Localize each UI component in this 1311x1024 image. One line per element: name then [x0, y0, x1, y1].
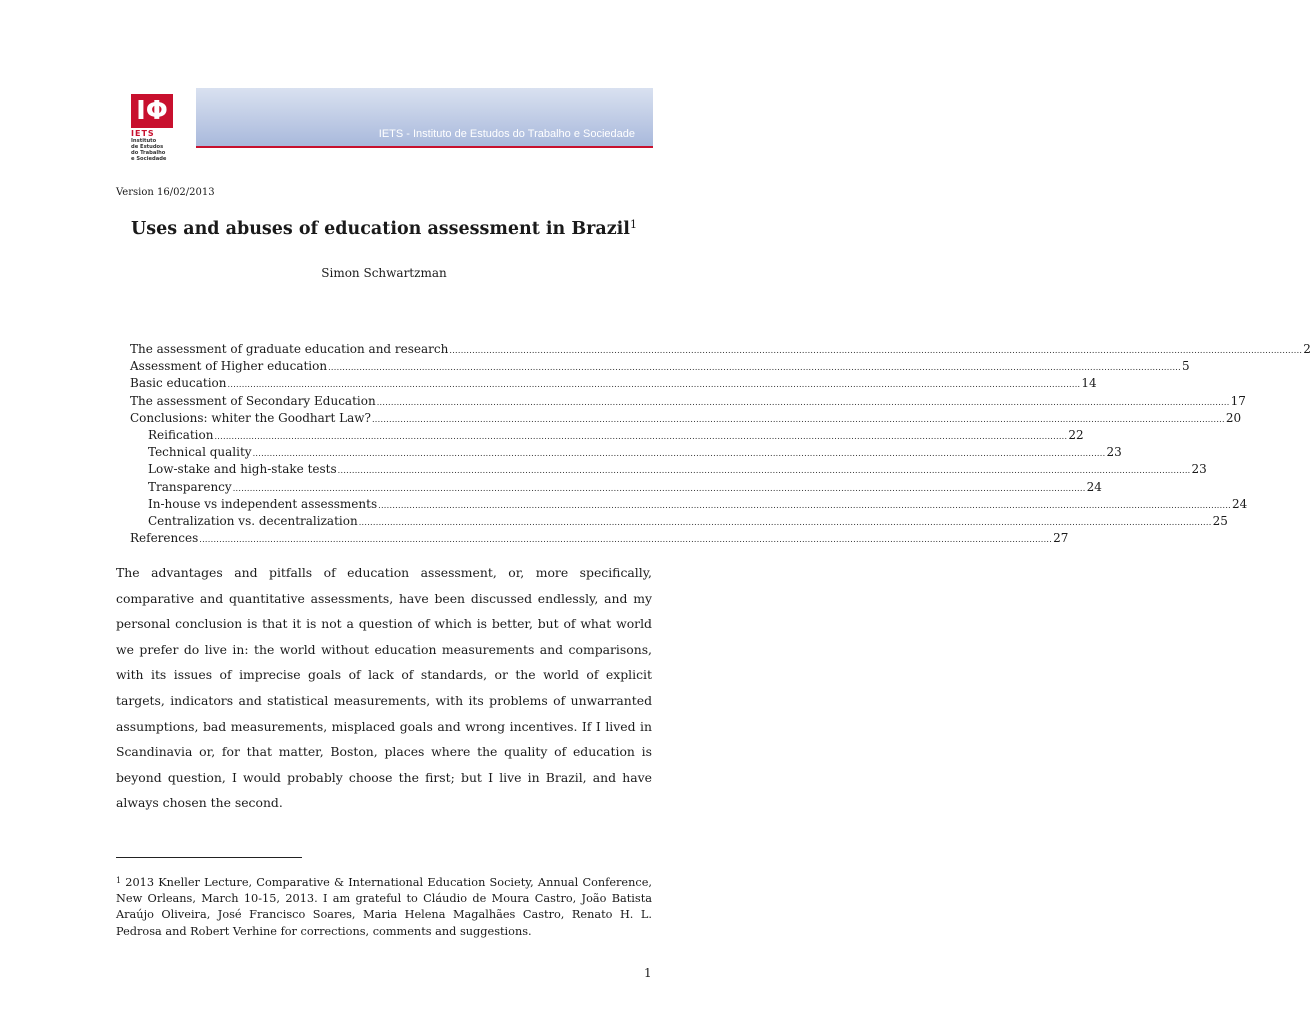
logo-institute-name: Instituto de Estudos do Trabalho e Sociedade [131, 138, 167, 162]
footnote-mark: 1 [116, 876, 122, 885]
toc-entry-title: The assessment of Secondary Education [130, 393, 376, 408]
toc-entry-page: 24 [1086, 479, 1102, 494]
toc-leader-dots: ............................................................................................................................................................................................................................................................................................................ [376, 397, 1230, 407]
toc-leader-dots: ............................................................................................................................................................................................................................................................................................................ [358, 517, 1212, 527]
toc-entry-title: Conclusions: whiter the Goodhart Law? [130, 410, 371, 425]
logo-mark [131, 94, 173, 128]
author: Simon Schwartzman [321, 266, 447, 280]
banner-text: IETS - Instituto de Estudos do Trabalho e Sociedade [378, 128, 635, 140]
toc-entry-title: References [130, 531, 199, 546]
title-footnote-mark: 1 [629, 218, 637, 231]
toc-entry-title: Technical quality [148, 445, 252, 460]
toc-entry-page: 24 [1232, 496, 1248, 511]
toc-leader-dots: ............................................................................................................................................................................................................................................................................................................ [227, 380, 1081, 390]
footnote-rule [116, 857, 302, 858]
toc-leader-dots: ............................................................................................................................................................................................................................................................................................................ [232, 483, 1086, 493]
toc-entry[interactable] [130, 530, 1069, 547]
toc-entry-page: 23 [1106, 445, 1122, 460]
toc-entry-page: 5 [1181, 359, 1190, 374]
toc-entry-page: 27 [1053, 531, 1069, 546]
toc-entry[interactable] [130, 444, 1122, 461]
toc-leader-dots: ............................................................................................................................................................................................................................................................................................................ [449, 346, 1303, 355]
toc-leader-dots: ............................................................................................................................................................................................................................................................................................................ [337, 466, 1191, 476]
toc-entry-title: The assessment of graduate education and research [130, 342, 449, 356]
toc-entry[interactable] [130, 496, 1248, 513]
toc-entry[interactable] [130, 479, 1102, 496]
version-label: Version 16/02/2013 [116, 187, 215, 198]
toc-entry[interactable] [130, 410, 1242, 427]
footnote [116, 873, 652, 940]
toc-entry-title: Transparency [148, 479, 232, 494]
toc-entry[interactable] [130, 461, 1207, 478]
toc-entry[interactable] [130, 513, 1228, 530]
body-paragraph: The advantages and pitfalls of education assessment, or, more specifically, comparative and quantitative assessments, have been discussed endlessly, and my personal conclusion is that it is not a question of which is better, but of what world we prefer do live in: the world without education measurements and comparisons, with its issues of imprecise goals of lack of standards, or the world of explicit targets, indicators and statistical measurements, with its problems of unwarranted assumptions, bad measurements, misplaced goals and wrong incentives. If I lived in Scandinavia or, for that matter, Boston, places where the quality of education is beyond question, I would probably choose the first; but I live in Brazil, and have always chosen the second. [116, 565, 652, 811]
toc-leader-dots: ............................................................................................................................................................................................................................................................................................................ [328, 363, 1181, 373]
header-banner [196, 88, 653, 148]
iets-logo [131, 94, 173, 164]
toc-entry-page: 14 [1081, 376, 1097, 391]
logo-acronym: IETS [131, 129, 155, 138]
toc-entry-page: 25 [1212, 513, 1228, 528]
toc-entry-page: 17 [1230, 393, 1246, 408]
toc-entry-title: Basic education [130, 376, 227, 391]
toc-entry[interactable] [130, 375, 1097, 392]
toc-entry[interactable] [130, 341, 1311, 358]
toc-entry-title: Centralization vs. decentralization [148, 513, 358, 528]
toc-entry-title: Assessment of Higher education [130, 359, 328, 374]
toc-entry-title: Low-stake and high-stake tests [148, 462, 337, 477]
toc-entry[interactable] [130, 427, 1084, 444]
toc-entry-title: In-house vs independent assessments [148, 496, 378, 511]
title-text: Uses and abuses of education assessment in Brazil [131, 219, 630, 239]
toc-entry-page: 2 [1303, 342, 1311, 356]
footnote-text: 2013 Kneller Lecture, Comparative & International Education Society, Annual Conference, New Orleans, March 10-15, 2013. I am grateful to Cláudio de Moura Castro, João Batista Araújo Oliveira, José Francisco Soares, Maria Helena Magalhães Castro, Renato H. L. Pedrosa and Robert Verhine for corrections, comments and suggestions. [116, 876, 652, 938]
toc-entry-title: Reification [148, 427, 214, 442]
logo-glyph: IΦ [136, 96, 168, 126]
toc-entry[interactable] [130, 393, 1246, 410]
toc-leader-dots: ............................................................................................................................................................................................................................................................................................................ [378, 500, 1232, 510]
toc-leader-dots: ............................................................................................................................................................................................................................................................................................................ [252, 449, 1106, 459]
page-title [0, 218, 768, 239]
toc-leader-dots: ............................................................................................................................................................................................................................................................................................................ [371, 414, 1225, 424]
toc-entry-page: 22 [1068, 427, 1084, 442]
toc-entry-page: 20 [1225, 410, 1242, 425]
toc-entry-page: 23 [1191, 462, 1207, 477]
toc-leader-dots: ............................................................................................................................................................................................................................................................................................................ [214, 431, 1068, 441]
toc-entry[interactable] [130, 358, 1190, 375]
table-of-contents [130, 341, 1311, 547]
toc-leader-dots: ............................................................................................................................................................................................................................................................................................................ [199, 535, 1053, 545]
page-number: 1 [644, 966, 652, 980]
